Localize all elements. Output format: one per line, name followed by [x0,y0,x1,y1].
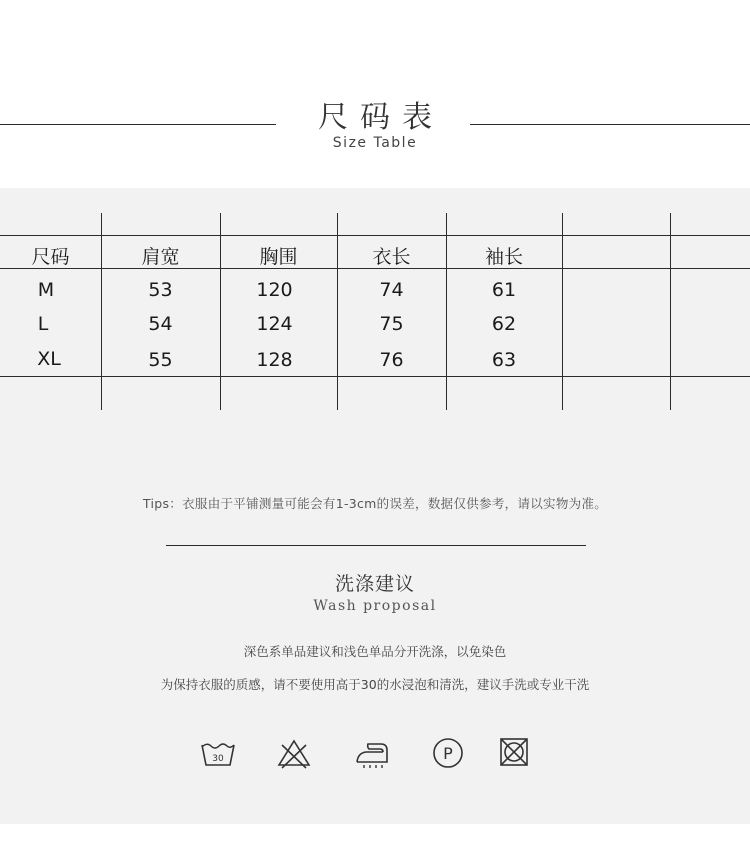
table-cell: 124 [256,313,293,335]
table-cell: 63 [491,349,517,371]
table-cell: 53 [148,279,173,301]
table-header-cell: 胸围 [259,246,298,268]
table-line [670,213,671,410]
table-cell: XL [37,348,61,370]
header [0,0,750,188]
table-cell: M [37,279,55,301]
wash-30-label: 30 [212,754,224,764]
table-header-cell: 肩宽 [141,246,180,268]
iron-low-icon [354,735,390,771]
section-divider [166,545,586,546]
dry-clean-p-label: P [443,744,453,763]
dry-clean-p-icon [430,735,466,771]
table-cell: 62 [491,313,517,335]
wash-title: 洗涤建议 [334,573,415,595]
table-cell: 75 [379,313,404,335]
table-line [562,213,563,410]
wash-subtitle: Wash proposal [313,598,437,614]
table-line [0,376,750,377]
page-subtitle: Size Table [332,135,418,151]
table-cell: 128 [256,349,293,371]
footer-strip [0,824,750,856]
no-bleach-icon [276,735,312,771]
table-cell: 54 [148,313,173,335]
table-cell: 76 [379,349,404,371]
wash-30-icon [200,735,236,771]
table-cell: 120 [256,279,293,301]
table-header-cell: 尺码 [31,246,70,268]
table-header-cell: 衣长 [372,246,411,268]
table-header-cell: 袖长 [484,246,523,268]
table-cell: 74 [379,279,404,301]
table-cell: 61 [491,279,517,301]
table-cell: 55 [148,349,173,371]
no-tumble-dry-icon [497,735,533,771]
wash-note-1: 深色系单品建议和浅色单品分开洗涤，以免染色 [243,644,507,659]
tips-text: Tips：衣服由于平铺测量可能会有1-3cm的误差，数据仅供参考，请以实物为准。 [142,496,608,511]
wash-note-2: 为保持衣服的质感，请不要使用高于30的水浸泡和清洗，建议手洗或专业干洗 [160,677,590,692]
page-title: 尺码表 [318,100,444,135]
table-cell: L [37,313,49,335]
table-line [0,235,750,236]
